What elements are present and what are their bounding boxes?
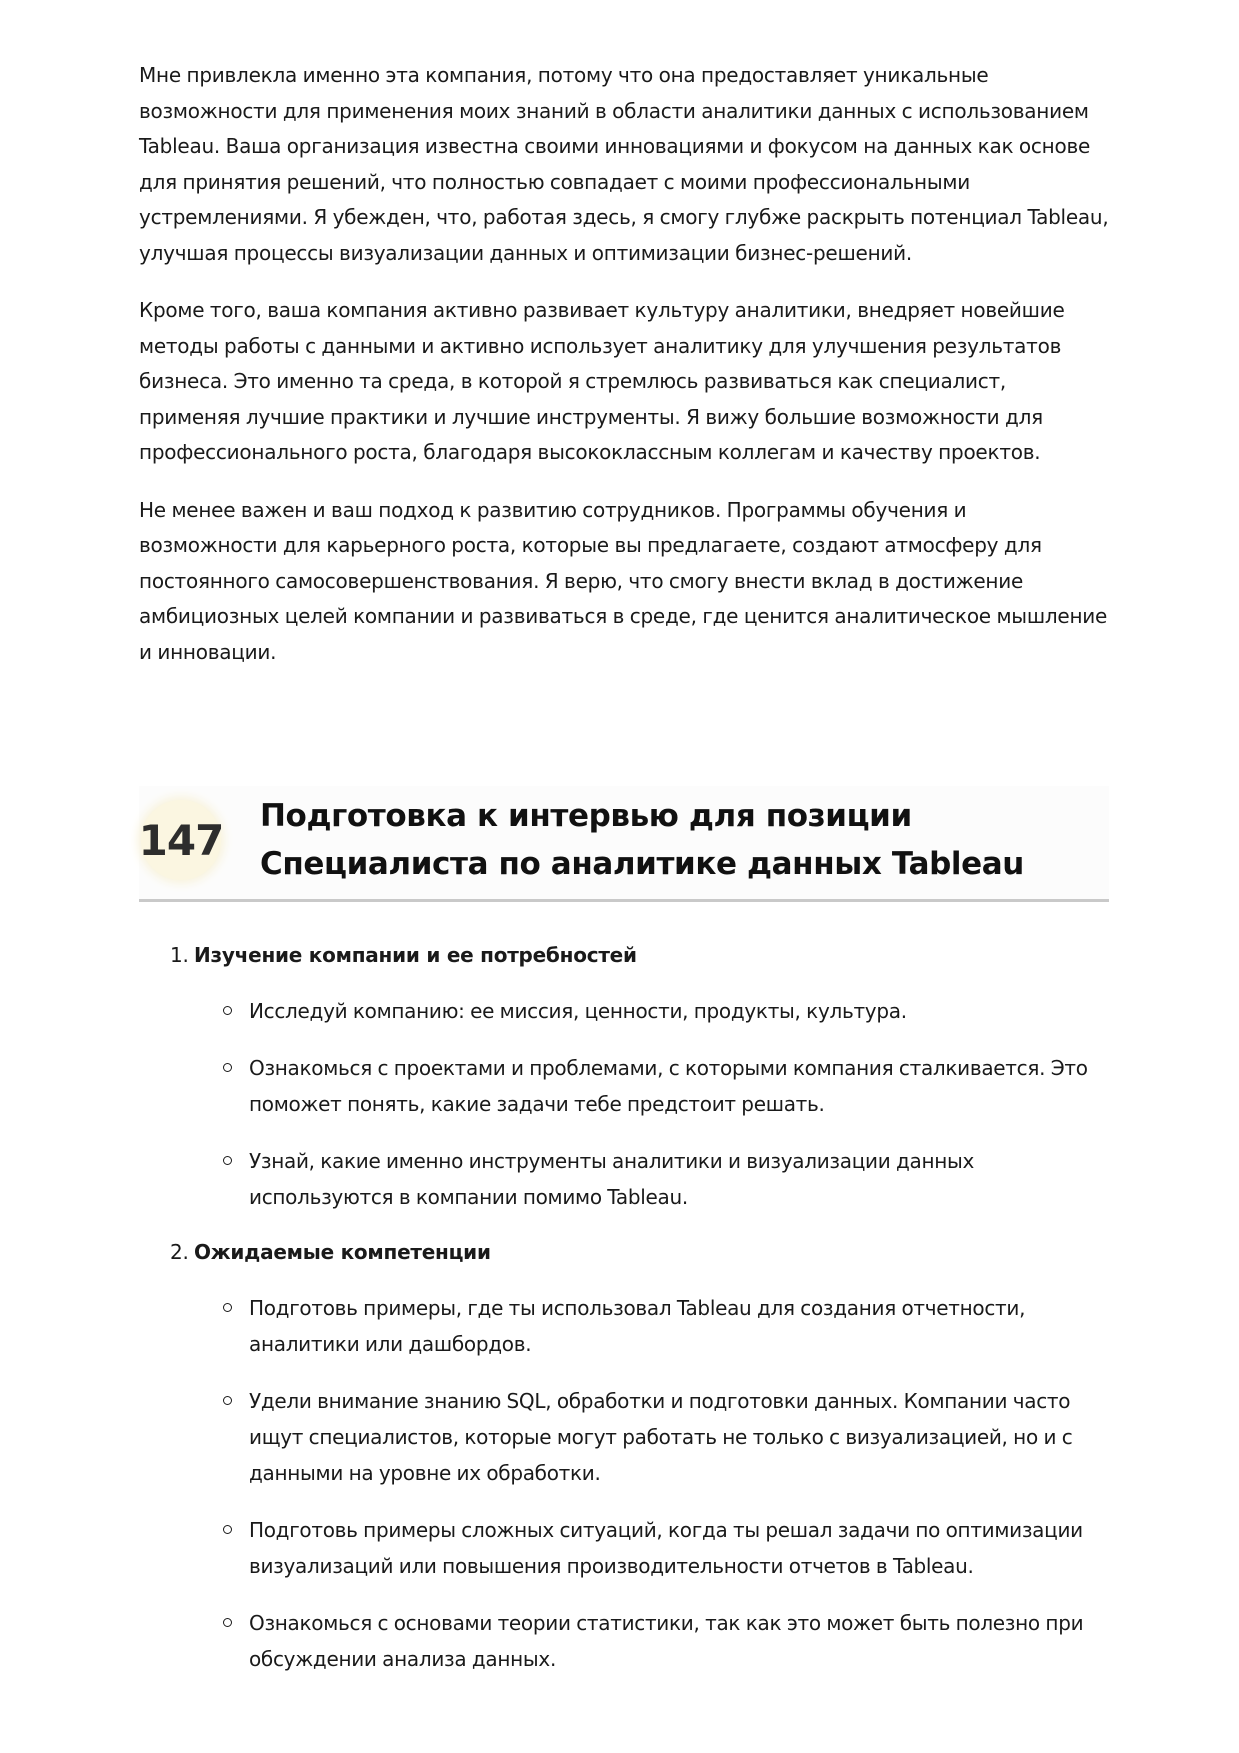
circle-bullet-icon: [223, 1303, 232, 1312]
bullet-item: [194, 1143, 1109, 1215]
intro-text: [139, 58, 1109, 692]
bullet-text: Подготовь примеры, где ты использовал Tableau для создания отчетности, аналитики или дашбордов.: [249, 1296, 1026, 1356]
circle-bullet-icon: [223, 1525, 232, 1534]
bullet-item: [194, 1290, 1109, 1362]
list-item: [139, 938, 1109, 1215]
list-item-index: 1.: [170, 943, 189, 967]
paragraph: Не менее важен и ваш подход к развитию сотрудников. Программы обучения и возможности для карьерного роста, которые вы предлагаете, создают атмосферу для постоянного самосовершенствования. Я верю, что смогу внести вклад в достижение амбициозных целей компании и развиваться в среде, где ценится аналитическое мышление и инновации.: [139, 497, 1108, 664]
circle-bullet-icon: [223, 1006, 232, 1015]
bullet-text: Удели внимание знанию SQL, обработки и подготовки данных. Компании часто ищут специалистов, которые могут работать не только с визуализацией, но и с данными на уровне их обработки.: [249, 1389, 1073, 1485]
paragraph: Кроме того, ваша компания активно развивает культуру аналитики, внедряет новейшие методы работы с данными и активно использует аналитику для улучшения результатов бизнеса. Это именно та среда, в которой я стремлюсь развиваться как специалист, применяя лучшие практики и лучшие инструменты. Я вижу большие возможности для профессионального роста, благодаря высококлассным коллегам и качеству проектов.: [139, 298, 1065, 464]
list-item-heading: [170, 1235, 1109, 1270]
bullet-item: [194, 1512, 1109, 1584]
bullet-item: [194, 1605, 1109, 1677]
list-item: [139, 1235, 1109, 1677]
paragraph: Мне привлекла именно эта компания, потому что она предоставляет уникальные возможности для применения моих знаний в области аналитики данных с использованием Tableau. Ваша организация известна своими инновациями и фокусом на данных как основе для принятия решений, что полностью совпадает с моими профессиональными устремлениями. Я убежден, что, работая здесь, я смогу глубже раскрыть потенциал Tableau, улучшая процессы визуализации данных и оптимизации бизнес-решений.: [139, 63, 1109, 265]
bullet-item: [194, 1050, 1109, 1122]
section-title: Подготовка к интервью для позиции Специалиста по аналитике данных Tableau: [260, 798, 1024, 882]
section-header: [139, 786, 1109, 902]
circle-bullet-icon: [223, 1618, 232, 1627]
numbered-list: [139, 938, 1109, 1697]
list-item-index: 2.: [170, 1240, 189, 1264]
section-number-badge: 147: [141, 800, 221, 880]
bullet-text: Подготовь примеры сложных ситуаций, когда ты решал задачи по оптимизации визуализаций или повышения производительности отчетов в Tableau.: [249, 1518, 1083, 1578]
bullet-list: [194, 1290, 1109, 1677]
bullet-list: [194, 993, 1109, 1215]
list-item-title: Ожидаемые компетенции: [194, 1240, 491, 1264]
bullet-text: Ознакомься с основами теории статистики, так как это может быть полезно при обсуждении анализа данных.: [249, 1611, 1084, 1671]
bullet-item: [194, 1383, 1109, 1491]
circle-bullet-icon: [223, 1156, 232, 1165]
bullet-text: Узнай, какие именно инструменты аналитики и визуализации данных используются в компании помимо Tableau.: [249, 1149, 975, 1209]
circle-bullet-icon: [223, 1396, 232, 1405]
bullet-text: Исследуй компанию: ее миссия, ценности, продукты, культура.: [249, 999, 907, 1023]
bullet-item: [194, 993, 1109, 1029]
list-item-heading: [170, 938, 1109, 973]
circle-bullet-icon: [223, 1063, 232, 1072]
list-item-title: Изучение компании и ее потребностей: [194, 943, 637, 967]
bullet-text: Ознакомься с проектами и проблемами, с которыми компания сталкивается. Это поможет понять, какие задачи тебе предстоит решать.: [249, 1056, 1088, 1116]
